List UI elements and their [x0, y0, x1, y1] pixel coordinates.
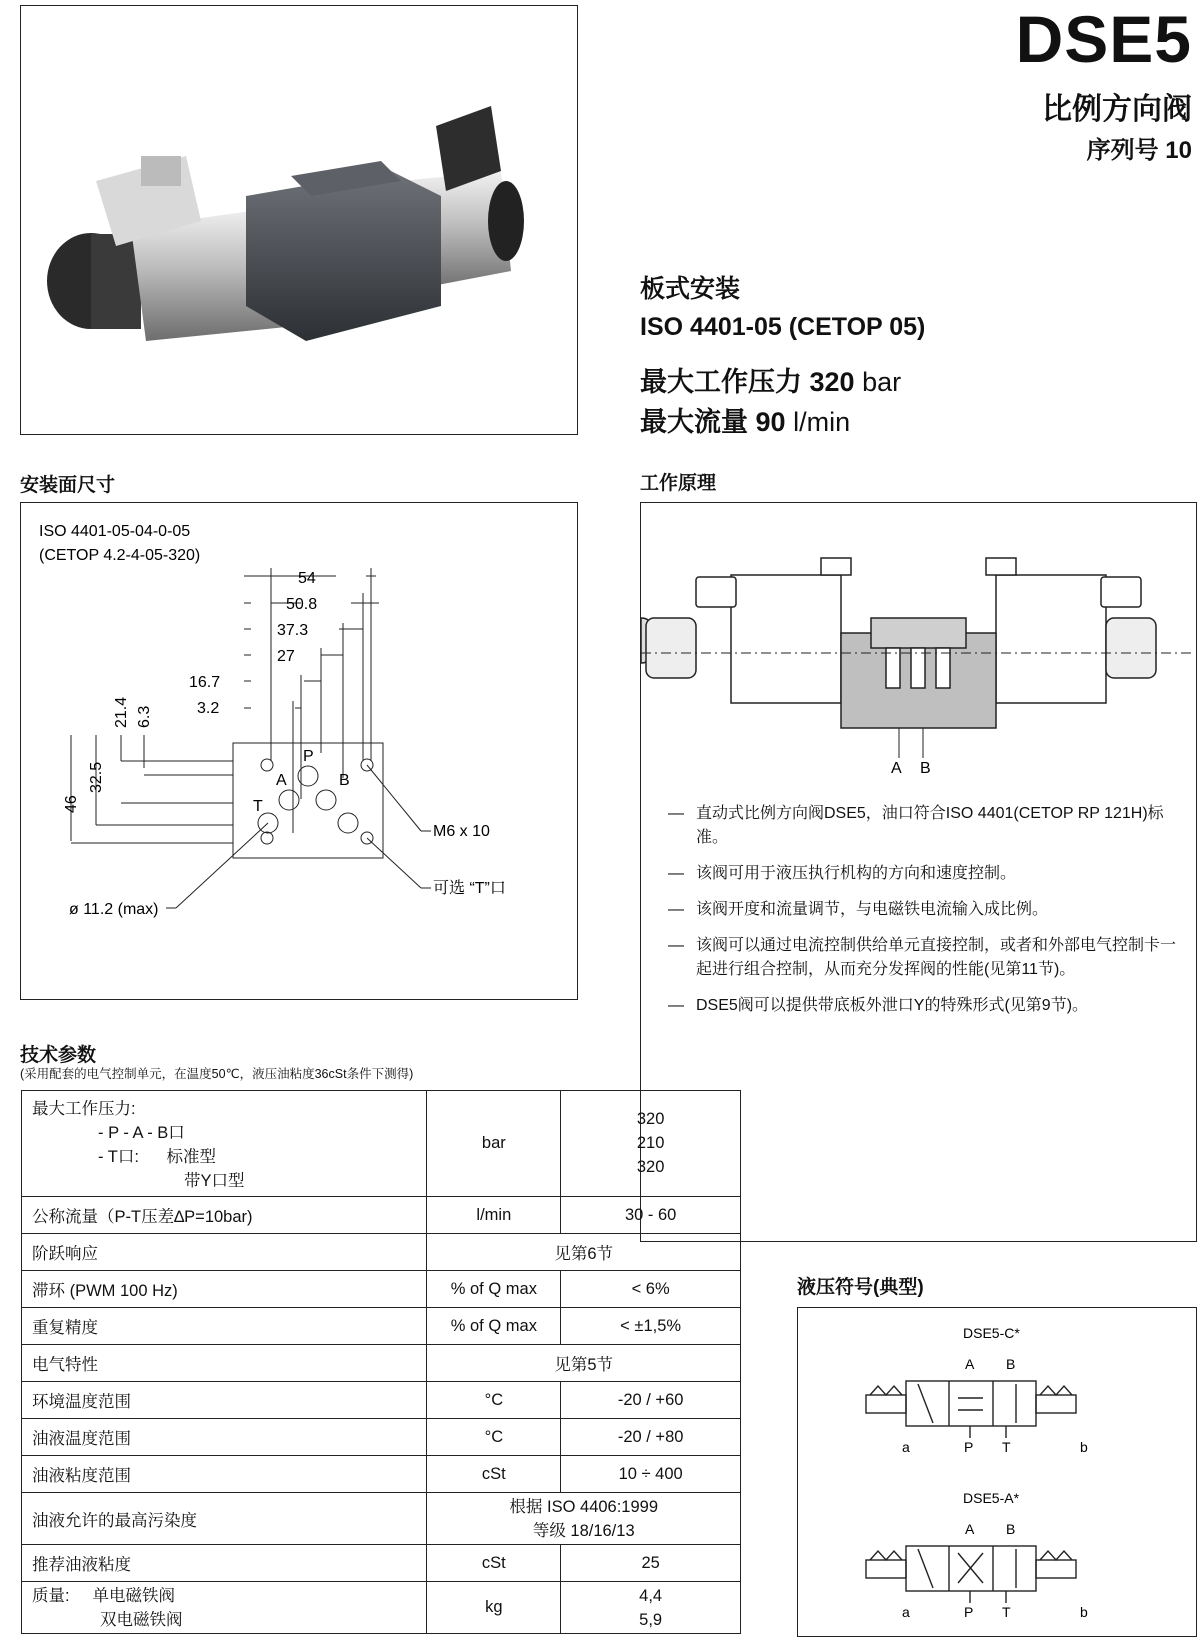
section-port-a: A [891, 760, 902, 773]
max-pressure: 最大工作压力 320 bar [640, 367, 902, 397]
svg-text:P: P [964, 1604, 974, 1620]
svg-text:A: A [965, 1356, 975, 1372]
port-p: P [303, 748, 314, 765]
port-b: B [339, 772, 350, 789]
mounting-info [640, 270, 925, 346]
svg-text:P: P [964, 1439, 974, 1455]
dim-27: 27 [277, 648, 295, 665]
table-row: 油液允许的最高污染度 根据 ISO 4406:1999 等级 18/16/13 [22, 1493, 741, 1545]
mounting-type: 板式安装 [640, 275, 741, 303]
table-row: 质量: 单电磁铁阀 双电磁铁阀 kg 4,4 5,9 [22, 1582, 741, 1634]
model-subtitle: 比例方向阀 [1042, 93, 1192, 126]
serial-number: 序列号 10 [1086, 137, 1192, 164]
symbols-title: 液压符号(典型) [797, 1277, 924, 1298]
mount-dims-title: 安装面尺寸 [20, 475, 116, 496]
principle-title: 工作原理 [640, 473, 717, 494]
mounting-drawing [21, 503, 576, 998]
svg-text:b: b [1080, 1604, 1088, 1620]
tech-table [21, 1090, 741, 1634]
symbols-panel [797, 1307, 1197, 1637]
table-row: 环境温度范围 °C -20 / +60 [22, 1382, 741, 1419]
symbol-c-label: DSE5-C* [963, 1325, 1020, 1341]
table-row: 滞环 (PWM 100 Hz) % of Q max < 6% [22, 1271, 741, 1308]
dim-16-7: 16.7 [189, 674, 221, 691]
table-row: 公称流量（P-T压差∆P=10bar) l/min 30 - 60 [22, 1197, 741, 1234]
table-row: 阶跃响应 见第6节 [22, 1234, 741, 1271]
max-flow: 最大流量 90 l/min [640, 407, 851, 437]
svg-text:T: T [1002, 1604, 1011, 1620]
dim-46: 46 [63, 795, 80, 813]
table-row: 油液温度范围 °C -20 / +80 [22, 1419, 741, 1456]
svg-text:B: B [1006, 1356, 1016, 1372]
dim-37-3: 37.3 [277, 622, 309, 639]
bullet-2: — 该阀可用于液压执行机构的方向和速度控制。 [668, 865, 1017, 882]
tech-note: (采用配套的电气控制单元，在温度50℃，液压油粘度36cSt条件下测得) [20, 1067, 414, 1081]
screw-spec: M6 x 10 [433, 823, 490, 840]
model-title: DSE5 [1015, 2, 1192, 76]
table-row: 油液粘度范围 cSt 10 ÷ 400 [22, 1456, 741, 1493]
svg-text:B: B [1006, 1521, 1016, 1537]
mounting-standard: ISO 4401-05 (CETOP 05) [640, 313, 926, 341]
dim-3-2: 3.2 [197, 700, 220, 717]
table-row: 最大工作压力: - P - A - B口 - T口: 标准型 带Y口型 bar 320 210 320 [22, 1091, 741, 1197]
port-t: T [253, 798, 263, 815]
principle-bullets [668, 802, 1178, 1030]
table-row: 推荐油液粘度 cSt 25 [22, 1545, 741, 1582]
svg-text:a: a [902, 1604, 910, 1620]
product-photo-frame [20, 5, 578, 435]
bullet-1: — 直动式比例方向阀DSE5，油口符合ISO 4401(CETOP RP 121H)标准。 [668, 805, 1164, 846]
standard-iso: ISO 4401-05-04-0-05 [39, 523, 191, 540]
svg-text:a: a [902, 1439, 910, 1455]
hydraulic-symbols [798, 1308, 1195, 1635]
dim-32-5: 32.5 [88, 761, 105, 793]
symbol-a-label: DSE5-A* [963, 1490, 1020, 1506]
svg-text:T: T [1002, 1439, 1011, 1455]
hole-diameter: ø 11.2 (max) [69, 901, 159, 918]
section-port-b: B [920, 760, 931, 773]
svg-text:b: b [1080, 1439, 1088, 1455]
svg-text:A: A [965, 1521, 975, 1537]
dim-50-8: 50.8 [286, 596, 318, 613]
optional-t-port: 可选 “T”口 [433, 880, 506, 897]
valve-section-drawing [641, 503, 1195, 773]
port-a: A [276, 772, 287, 789]
bullet-4: — 该阀可以通过电流控制供给单元直接控制，或者和外部电气控制卡一起进行组合控制，从而充分发挥阀的性能(见第11节)。 [668, 937, 1177, 978]
dim-6-3: 6.3 [136, 705, 153, 728]
tech-title: 技术参数 [20, 1045, 97, 1066]
product-photo [21, 6, 576, 433]
standard-cetop: (CETOP 4.2-4-05-320) [39, 547, 201, 564]
table-row: 电气特性 见第5节 [22, 1345, 741, 1382]
bullet-5: — DSE5阀可以提供带底板外泄口Y的特殊形式(见第9节)。 [668, 997, 1089, 1014]
table-row: 重复精度 % of Q max < ±1,5% [22, 1308, 741, 1345]
dim-54: 54 [298, 570, 316, 587]
mount-dims-panel [20, 502, 578, 1000]
dim-21-4: 21.4 [113, 696, 130, 728]
bullet-3: — 该阀开度和流量调节，与电磁铁电流输入成比例。 [668, 901, 1049, 918]
